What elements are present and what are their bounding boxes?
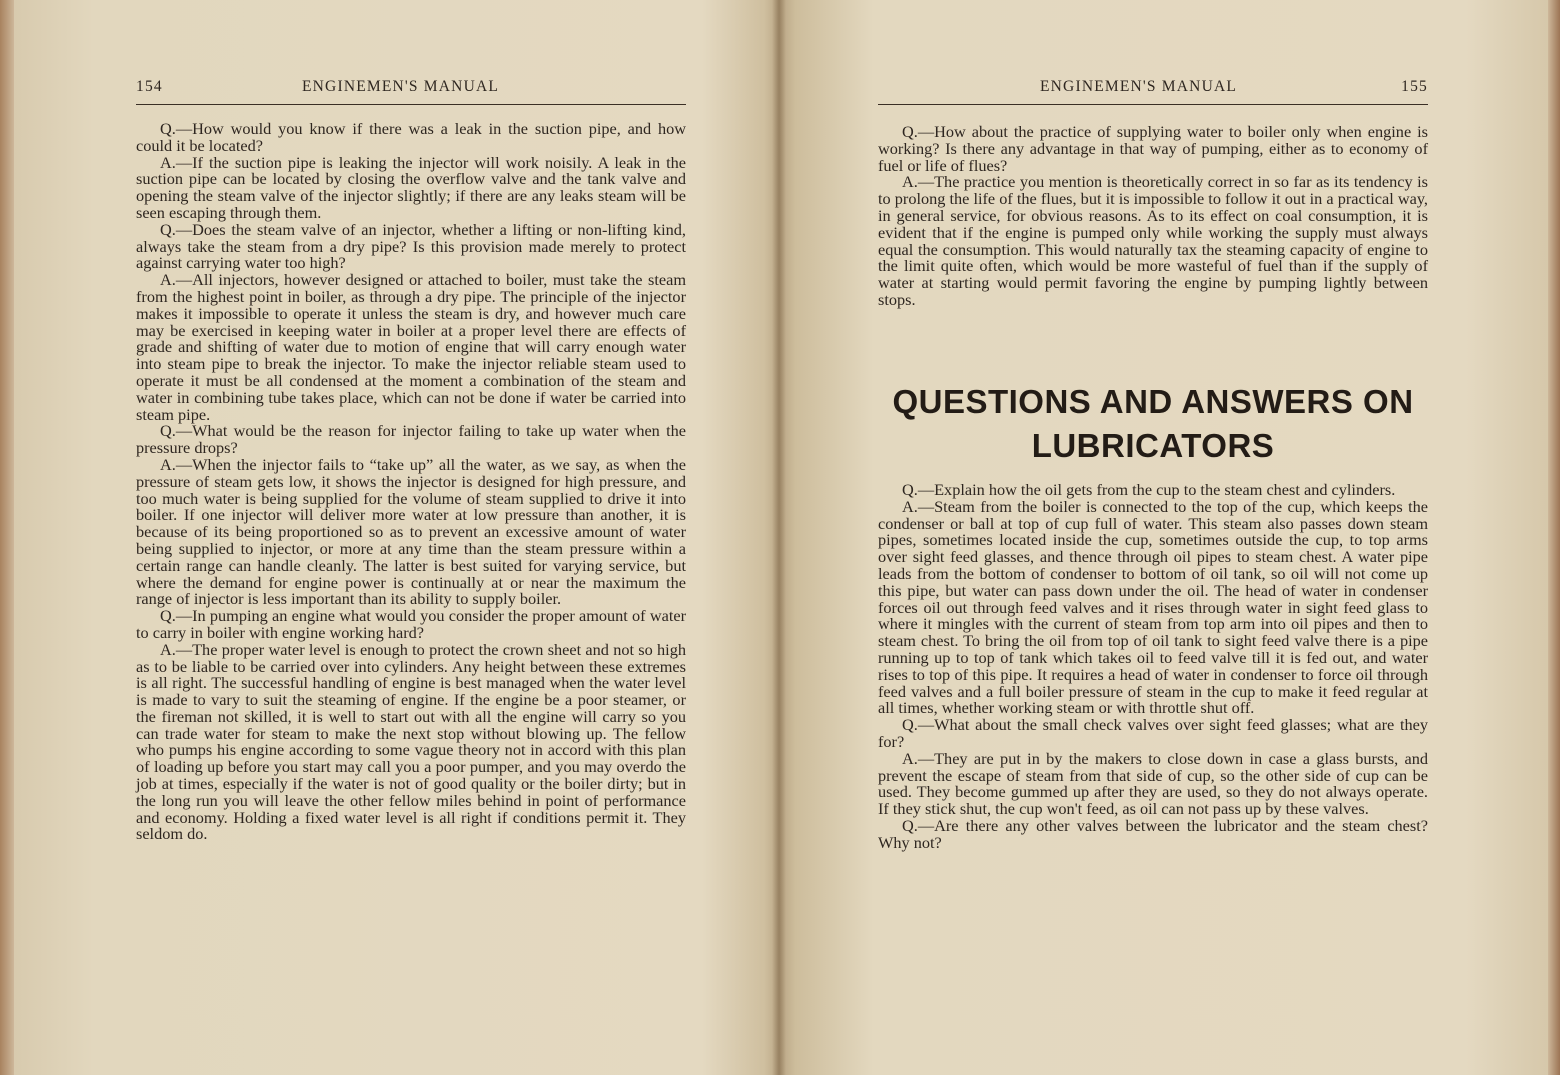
paragraph: A.—They are put in by the makers to close down in case a glass bursts, and prevent the escape of steam from that side of cup, so the other side of cup can be used. They become gummed up after they are used, so they do not always operate. If they stick shut, the cup won't feed, as oil can not pass up by these valves. [878, 748, 1428, 819]
section-heading-line: LUBRICATORS [1031, 427, 1275, 464]
running-title: ENGINEMEN'S MANUAL [1040, 78, 1238, 95]
paragraph: A.—Steam from the boiler is connected to the top of the cup, which keeps the condenser or ball at top of cup full of water. This steam also passes down steam pipes, sometimes located inside the cup, sometimes outside the cup, to top arms over sight feed glasses, and thence through oil pipes to steam chest. A water pipe leads from the bottom of condenser to bottom of oil tank, so oil will not come up this pipe, but water can pass down under the oil. The head of water in condenser forces oil out through feed valves and it rises through water in sight feed glass to where it mingles with the current of steam from top arm into oil pipes and then to steam chest. To bring the oil from top of oil tank to sight feed valve there is a pipe running up to top of tank which takes oil to feed valve till it is fed out, and water rises to top of this pipe. It requires a head of water in condenser to force oil through feed valves and a full boiler pressure of steam in the cup to make it feed regular at all times, whether working steam or with throttle shut off. [878, 496, 1428, 718]
paragraph: A.—If the suction pipe is leaking the injector will work noisily. A leak in the suction pipe can be located by closing the overflow valve and the tank valve and opening the steam valve of the injector slightly; if there are any leaks steam will be seen escaping through them. [136, 152, 686, 222]
page-number: 154 [136, 78, 163, 95]
right-body-text-bottom [878, 482, 1428, 852]
paragraph: A.—All injectors, however designed or attached to boiler, must take the steam from the highest point in boiler, as through a dry pipe. The principle of the injector makes it impossible to operate it unless the steam is dry, and however much care may be exercised in keeping water in boiler at a proper level there are effects of grade and shifting of water due to motion of engine that will carry enough water into steam pipe to break the injector. To make the injector reliable steam used to operate it must be all condensed at the moment a combination of the steam and water in combining tube takes place, which can not be done if water be carried into steam pipe. [136, 270, 686, 424]
running-title: ENGINEMEN'S MANUAL [302, 78, 500, 95]
right-page [878, 0, 1428, 1075]
book-gutter [772, 0, 786, 1075]
paragraph: Q.—Explain how the oil gets from the cup to the steam chest and cylinders. [902, 480, 1396, 499]
right-page-edge [1548, 0, 1560, 1075]
paragraph: Q.—How about the practice of supplying water to boiler only when engine is working? Is there any advantage in that way of pumping, either as to economy of fuel or life of flues? [878, 122, 1428, 175]
page-number: 155 [1401, 78, 1428, 95]
paragraph: A.—When the injector fails to “take up” all the water, as we say, as when the pressure of steam gets low, it shows the injector is designed for high pressure, and too much water is being supplied for the volume of steam supplied to drive it into boiler. If one injector will deliver more water at low pressure than another, it is because of its being proportioned so as to prevent an excessive amount of water being supplied to injector, or more at any time than the steam pressure within a certain range can handle cleanly. The latter is best suited for varying service, but where the demand for engine power is continually at or near the maximum the range of injector is less important than its ability to supply boiler. [136, 454, 686, 609]
paragraph: Q.—In pumping an engine what would you consider the proper amount of water to carry in boiler with engine working hard? [136, 606, 686, 642]
paragraph: Q.—How would you know if there was a leak in the suction pipe, and how could it be located? [136, 119, 686, 155]
right-running-head [878, 78, 1428, 102]
paragraph: Q.—Are there any other valves between the lubricator and the steam chest? Why not? [878, 815, 1428, 852]
left-running-head [136, 78, 686, 102]
left-body-text [136, 121, 686, 843]
paragraph: Q.—What about the small check valves over sight feed glasses; what are they for? [878, 715, 1428, 751]
header-rule [878, 104, 1428, 105]
section-heading [878, 380, 1428, 468]
paragraph: A.—The practice you mention is theoretically correct in so far as its tendency is to prolong the life of the flues, but it is impossible to follow it out in a practical way, in general service, for obvious reasons. As to its effect on coal consumption, it is evident that if the engine is pumped only while working the supply must always equal the consumption. This would naturally tax the steaming capacity of engine to the limit quite often, which would be more wasteful of fuel than if the supply of water at starting would permit favoring the engine by pumping lightly between stops. [878, 172, 1428, 309]
paragraph: Q.—What would be the reason for injector failing to take up water when the pressure drops? [136, 421, 686, 458]
header-rule [136, 104, 686, 105]
left-page-edge [0, 0, 14, 1075]
section-heading-line: QUESTIONS AND ANSWERS ON [892, 383, 1414, 420]
paragraph: A.—The proper water level is enough to protect the crown sheet and not so high as to be liable to be carried over into cylinders. Any height between these extremes is all right. The successful handling of engine is best managed when the water level is made to vary to suit the steaming of engine. If the engine be a poor steamer, or the fireman not skilled, it is well to start out with all the engine will carry so you can trade water for steam to make the next stop without blowing up. The fellow who pumps his engine according to some vague theory not in accord with this plan of loading up before you start may call you a poor pumper, and you may overdo the job at times, especially if the water is not of good quality or the boiler dirty; but in the long run you will leave the other fellow miles behind in point of performance and economy. Holding a fixed water level is all right if conditions permit it. They seldom do. [136, 639, 686, 844]
left-page [136, 0, 686, 1075]
right-body-text-top [878, 124, 1428, 309]
paragraph: Q.—Does the steam valve of an injector, whether a lifting or non-lifting kind, always take the steam from a dry pipe? Is this provision made merely to protect against carrying water too high? [136, 219, 686, 273]
